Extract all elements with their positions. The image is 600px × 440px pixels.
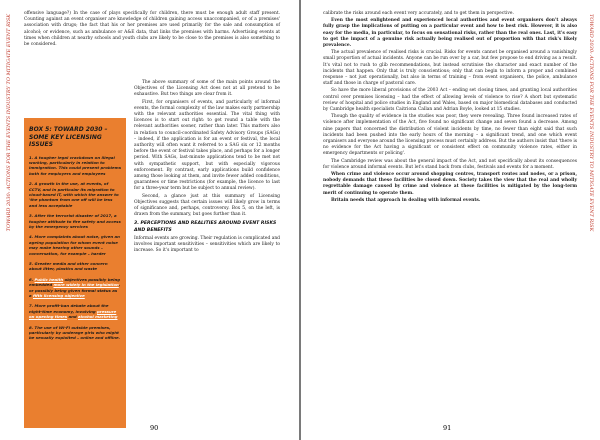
left-page — [0, 0, 299, 440]
paragraph: calibrate the risks around each event very accurately, and to get them in perspective. — [323, 11, 514, 16]
paragraph: So have the more liberal provisions of the 2003 Act – ending set closing times, and granting local authorities control over premises licensing – had the effect of allowing levels of violence to rise? A short but systematic review of hospital and police studies in England and Wales, based on major biomedical databases and conducted by Cambridge health specialists Caitriona Callan and Adrian Boyle, looked at 15 studies. — [323, 88, 577, 113]
box-title: BOX 5: TOWARD 2030 – SOME KEY LICENSING ISSUES — [29, 126, 108, 148]
box-item-text: and — [67, 314, 78, 320]
paragraph: The above summary of some of the main points around the Objectives of the Licensing Act does not at all pretend to be exhaustive. But two things are clear from it. — [134, 80, 280, 98]
paragraph: The Cambridge review was about the general impact of the Act, and not specifically about its consequences for violence around informal events. But let's stand back from clubs, festivals and events for a moment. — [323, 158, 577, 170]
box-item: 1. A tougher legal crackdown on illegal working, particularly in relation to immigration. This could present problems both for employers and employees — [29, 154, 122, 176]
paragraph: Britain needs that approach in dealing with informal events. — [331, 197, 481, 203]
left-top-text — [24, 11, 280, 49]
key-licensing-issues-box — [24, 118, 126, 428]
box-item — [29, 303, 121, 319]
box-item-text: , or possibly being given formal status as a — [29, 282, 121, 299]
page-number-right: 91 — [443, 424, 452, 432]
opening-times-link[interactable]: pressure on opening times — [29, 308, 117, 320]
box-item: 4. More complaints about noise, given an ageing population for whom event noise may make hearing other sounds – conversation, for example – harder — [29, 234, 120, 256]
page-number-left: 90 — [150, 424, 159, 432]
fifth-objective-link[interactable]: fifth licensing objective — [32, 293, 85, 299]
paragraph: Informal events are growing. Their regulation is complicated and involves important sensitivities – sensitivities which are likely to increase. So it's important to — [134, 235, 280, 254]
paragraph: The actual prevalence of realised risks is crucial. Risks for events cannot be organised around a vanishingly small proportion of actual incidents. Anyone can be run over by a car, but few propose to end driving as a result. It's vital not to rush to glib recommendations, but instead scrutinise the character and exact number of the incidents that happen. Only that is truly conscientious; only that can begin to inform a proper and combined response – not just operationally, but also in terms of training – from event organisers, the police, ambulance staff and those in charge of pastoral care. — [323, 50, 577, 87]
box-item: 8. The use of Wi-Fi outside premises, particularly by underage girls who might be sexually exploited – online and offline. — [29, 324, 121, 341]
paragraph: Though the quality of evidence in the studies was poor, they were revealing. Three found increased rates of violence after implementation of the Act, five found no significant change and seven found a decrease. Among nine papers that concerned the distribution of violent incidents by time, no fewer than eight said that such incidents had been pushed into the early hours of the morning – a significant trend, and one which event organisers and everyone around the licensing process must certainly address. But the authors insist that 'there is no evidence for the Act having a significant or consistent effect on community violence rates, either in emergency departments or policing'. — [323, 114, 577, 157]
box-item — [29, 277, 121, 299]
right-text-column — [323, 11, 577, 205]
box-item-text: 7. More profit-ban debate about the night-time economy, involving — [29, 303, 109, 314]
box-item: 3. After the terrorist disaster of 2017, a tougher attitude to fire safety and access by the emergency services — [29, 213, 121, 229]
right-page — [301, 0, 600, 440]
paragraph: First, for organisers of events, and particularly of informal events, the formal complexity of the law makes early partnership with the relevant authorities essential. The vital thing with licences is to start out right: to get round a table with the relevant authorities sooner, rather than later. This matters also in relation to council-coordinated Safety Advisory Groups (SAGs) – indeed, if the application is for an event or festival, the local authority will often want it referred to a SAG six or 12 months before the event or festival takes place, and perhaps for a longer period. With SAGs, last-minute applications tend to be met not with sympathetic support, but with especially vigorous enforcement. By contrast, early applications build confidence among those looking at them, and invite fewer added conditions, guarantees or time restrictions (for example, the licence to last for a three-year term but be subject to annual review). — [134, 99, 280, 192]
paragraph: Second, a glance just at this summary of Licensing Objectives suggests that certain issues will likely grow in terms of significance and, perhaps, controversy. Box 5, on the left, is drawn from the summary, but goes further than it. — [134, 193, 280, 218]
running-head-left: TOWARD 2030: ACTIONS FOR THE EVENTS INDUSTRY TO MITIGATE EVENT RISK — [6, 14, 12, 232]
paragraph: offensive language?) In the case of plays specifically for children, there must be enough adult staff present. Counting against an event organiser are knowledge of children gaining access unaccompanied, or of a premises' association with drugs; the fact that his or her premises are used primarily for the sale and consumption of alcohol; or evidence, such as ambulance or A&E data, that links the premises with harms. Advertising events at times when children at nearby schools and youth clubs are likely to be close to the premises is also something to be considered. — [24, 11, 280, 48]
alcohol-marketing-link[interactable]: alcohol marketing — [78, 314, 118, 320]
paragraph: When crime and violence occur around shopping centres, transport routes and nodes, or a prison, nobody demands that these facilities be closed down. Society takes the view that the real and wholly regrettable damage caused by crime and violence at these facilities is mitigated by the long-term merit of continuing to operate them. — [323, 172, 577, 196]
left-second-column — [134, 80, 280, 255]
box-item-text: objectives possibly being embedded — [29, 276, 121, 288]
section-heading: 3. PERCEPTIONS AND REALITIES AROUND EVENT RISKS AND BENEFITS — [134, 221, 277, 233]
box-item: 2. A growth in the use, at events, of CCTV, and in particular its migration to cloud-based IT, with which the answer to 'the phantom from one off will be less and less acceptable — [29, 181, 119, 208]
paragraph: Even the most enlightened and experienced local authorities and event organisers don't always fully grasp the implications of putting on a particular event and how to best risk. However, it is also easy for the media, in particular, to focus on sensational risks, rather than the real ones. Last, it's easy to get the impact of a genuine risk actually being realised out of proportion with that risk's likely prevalence. — [323, 18, 577, 49]
box-item-text: 6. — [29, 276, 35, 282]
public-health-link[interactable]: Public health — [34, 276, 64, 282]
box-item: 5. Greater media and other concern about litter, plastics and waste — [29, 261, 108, 272]
legislation-link[interactable]: more widely in the legislation — [53, 282, 119, 288]
running-head-right: TOWARD 2030: ACTIONS FOR THE EVENTS INDUSTRY TO MITIGATE EVENT RISK — [588, 14, 594, 232]
